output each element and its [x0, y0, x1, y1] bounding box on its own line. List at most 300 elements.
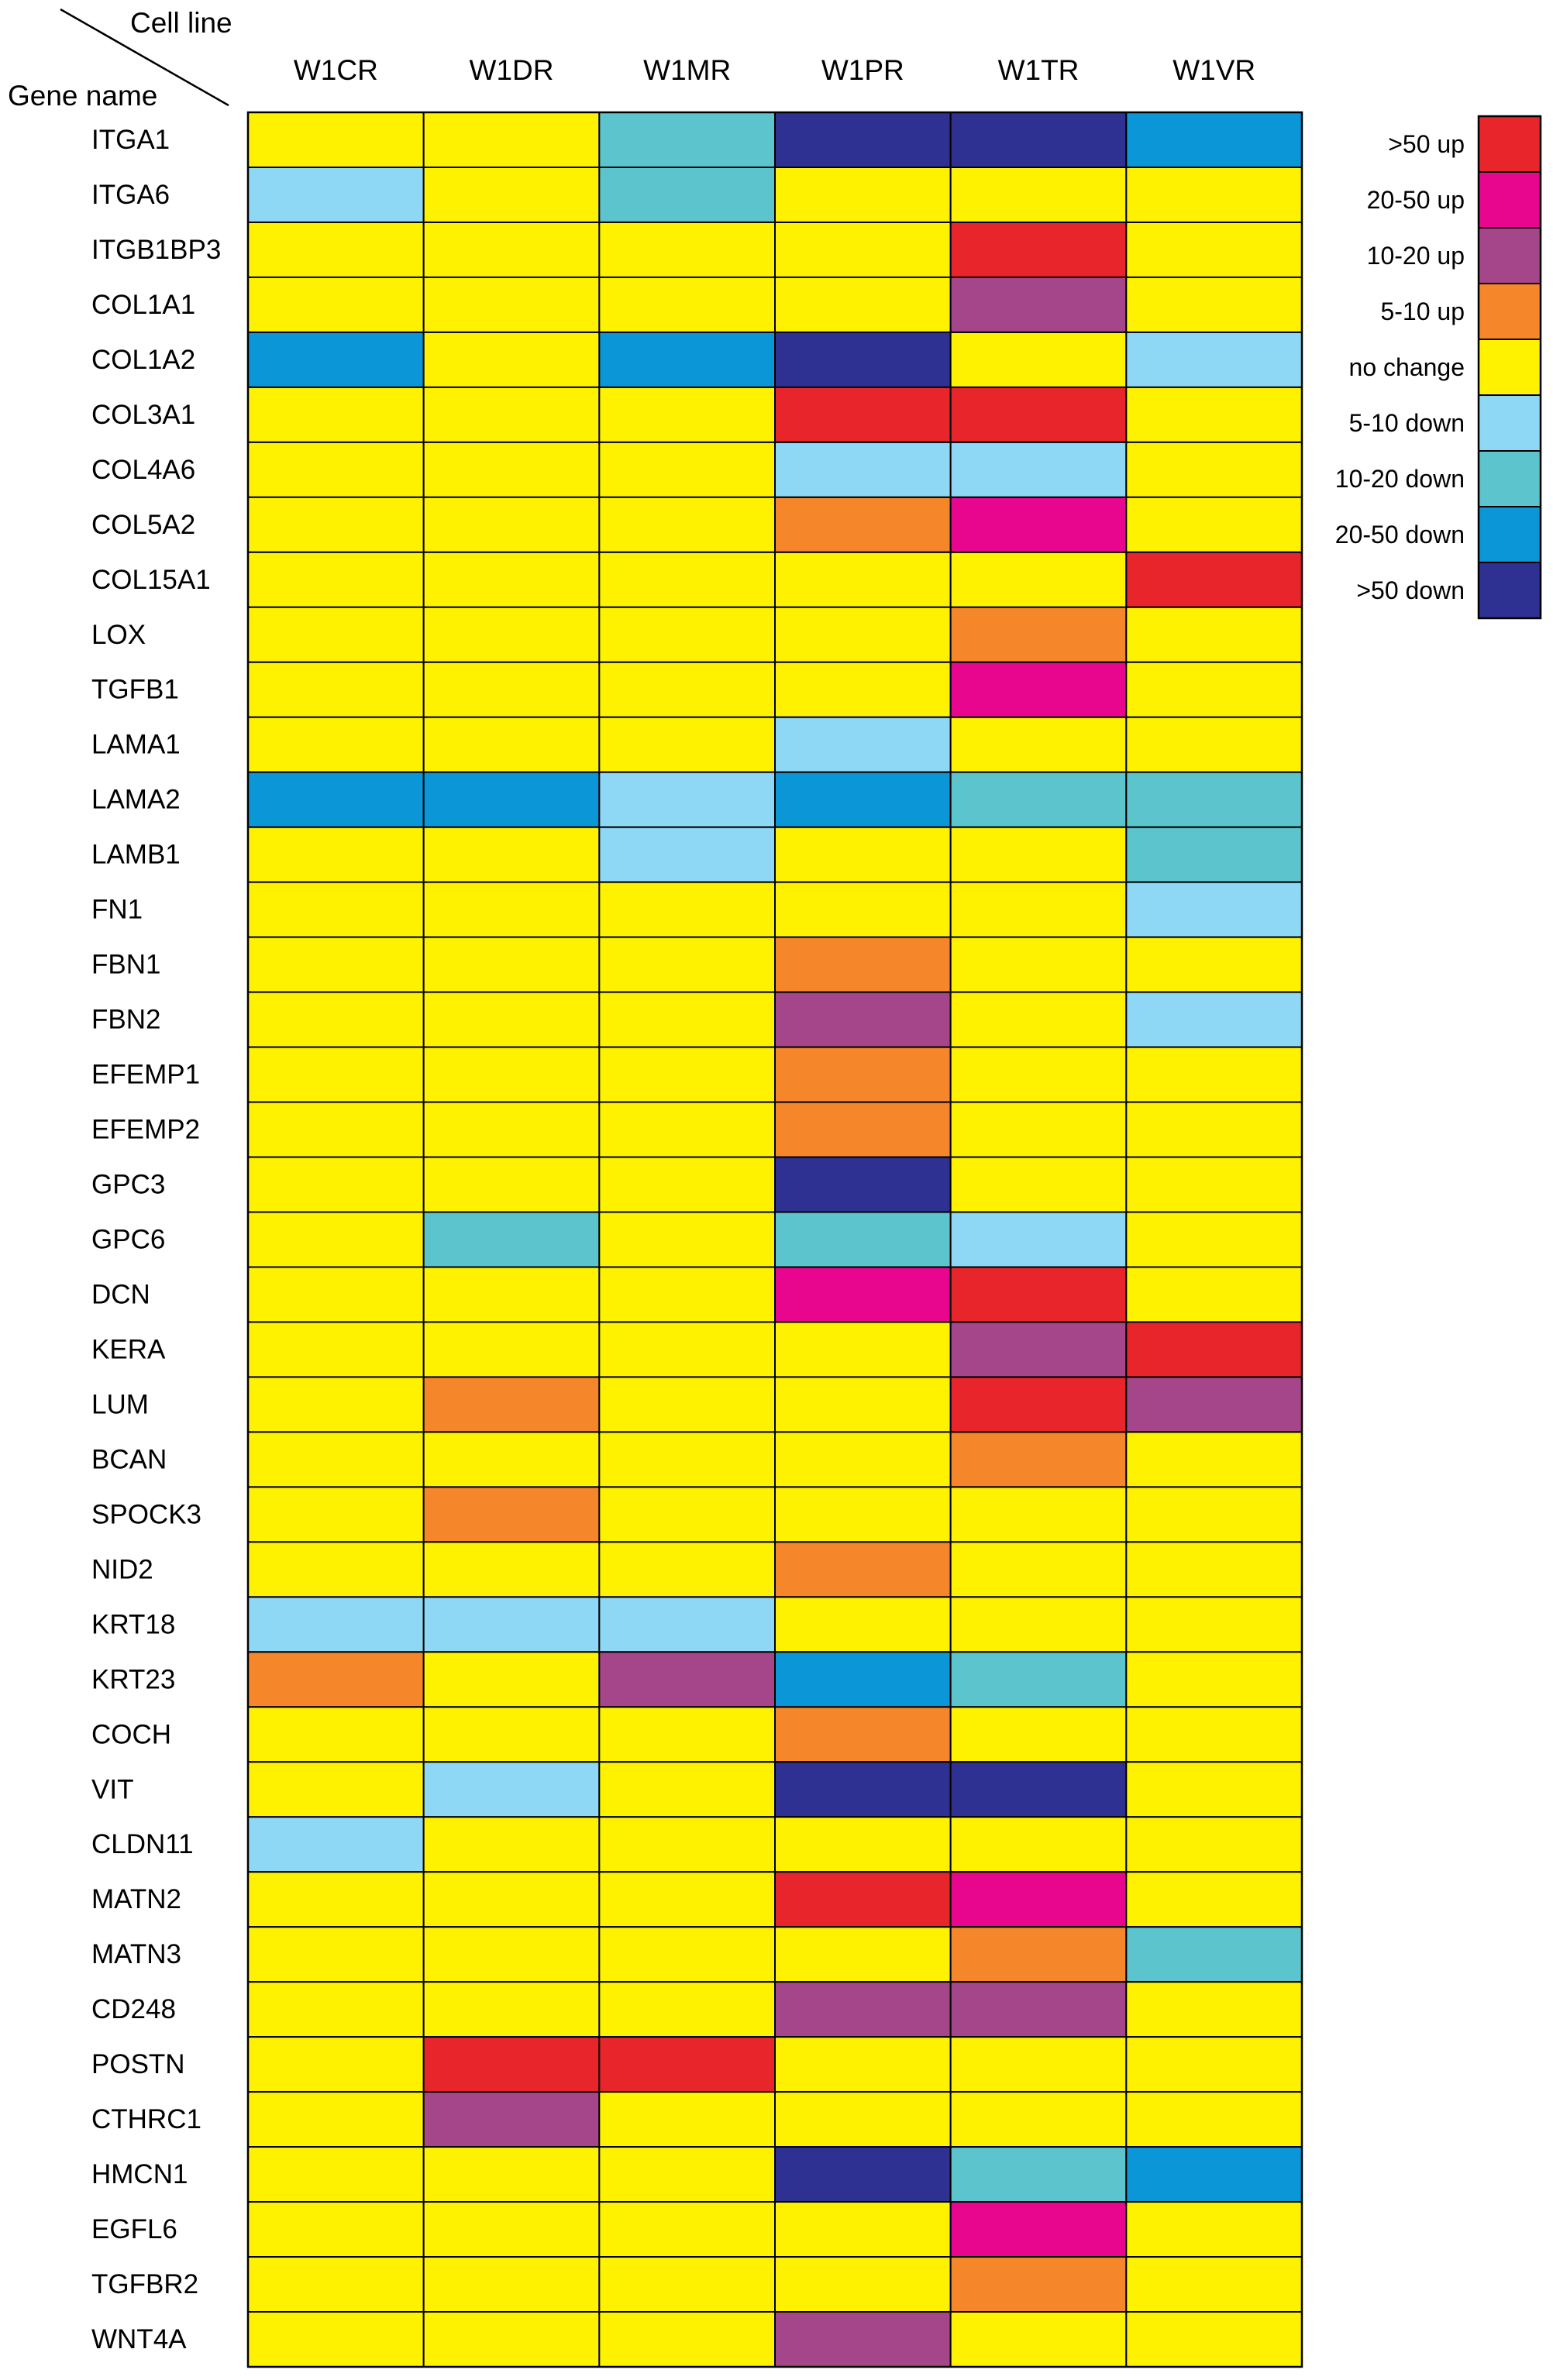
heatmap-cell-nid2-w1pr [775, 1542, 951, 1597]
heatmap-cell-bcan-w1mr [599, 1432, 775, 1487]
row-label-spock3: SPOCK3 [91, 1499, 201, 1530]
row-label-itga1: ITGA1 [91, 124, 170, 155]
heatmap-cell-tgfb1-w1mr [599, 662, 775, 717]
heatmap-cell-tgfbr2-w1mr [599, 2257, 775, 2312]
legend-label: >50 up [1388, 130, 1465, 158]
legend-label: 10-20 down [1334, 465, 1465, 493]
heatmap-cell-vit-w1mr [599, 1762, 775, 1817]
heatmap-cell-dcn-w1cr [248, 1267, 424, 1322]
heatmap-cell-itga6-w1mr [599, 167, 775, 222]
heatmap-cell-tgfbr2-w1tr [951, 2257, 1127, 2312]
column-label-w1dr: W1DR [469, 54, 554, 86]
column-label-w1pr: W1PR [821, 54, 904, 86]
heatmap-cell-cldn11-w1tr [951, 1817, 1127, 1872]
heatmap-cell-lox-w1dr [424, 607, 600, 662]
heatmap-cell-fbn1-w1mr [599, 937, 775, 992]
heatmap-cell-krt18-w1pr [775, 1597, 951, 1652]
heatmap-cell-col1a1-w1vr [1126, 277, 1302, 332]
heatmap-cell-itgb1bp3-w1mr [599, 222, 775, 277]
heatmap-cell-col5a2-w1pr [775, 497, 951, 552]
heatmap-cell-tgfb1-w1vr [1126, 662, 1302, 717]
heatmap-cell-egfl6-w1tr [951, 2202, 1127, 2257]
heatmap-cell-spock3-w1tr [951, 1487, 1127, 1542]
heatmap-cell-cthrc1-w1cr [248, 2092, 424, 2147]
heatmap-cell-krt23-w1pr [775, 1652, 951, 1707]
heatmap-cell-lum-w1dr [424, 1377, 600, 1432]
row-label-cldn11: CLDN11 [91, 1829, 194, 1860]
heatmap-cell-fn1-w1cr [248, 882, 424, 937]
heatmap-cell-matn2-w1tr [951, 1872, 1127, 1927]
row-label-col4a6: COL4A6 [91, 454, 196, 485]
heatmap-cell-spock3-w1mr [599, 1487, 775, 1542]
heatmap-cell-gpc3-w1cr [248, 1157, 424, 1212]
heatmap-cell-gpc6-w1pr [775, 1212, 951, 1267]
heatmap-cell-gpc3-w1vr [1126, 1157, 1302, 1212]
heatmap-cell-itga1-w1cr [248, 112, 424, 167]
heatmap-cell-col1a1-w1mr [599, 277, 775, 332]
heatmap-cell-col1a2-w1cr [248, 332, 424, 387]
legend-swatch [1479, 507, 1541, 562]
heatmap-cell-postn-w1tr [951, 2037, 1127, 2092]
heatmap-cell-gpc6-w1vr [1126, 1212, 1302, 1267]
heatmap-cell-fbn2-w1dr [424, 992, 600, 1047]
heatmap-cell-egfl6-w1vr [1126, 2202, 1302, 2257]
heatmap-cells [248, 112, 1302, 2367]
legend [1335, 116, 1541, 618]
heatmap-cell-col5a2-w1mr [599, 497, 775, 552]
heatmap-cell-col4a6-w1pr [775, 442, 951, 497]
heatmap-cell-lum-w1pr [775, 1377, 951, 1432]
heatmap-cell-cthrc1-w1dr [424, 2092, 600, 2147]
heatmap-cell-efemp1-w1cr [248, 1047, 424, 1102]
heatmap-cell-wnt4a-w1pr [775, 2312, 951, 2367]
heatmap-cell-col15a1-w1pr [775, 552, 951, 607]
legend-swatch [1479, 339, 1541, 395]
heatmap-cell-col1a1-w1tr [951, 277, 1127, 332]
heatmap-cell-vit-w1tr [951, 1762, 1127, 1817]
heatmap-cell-lama2-w1pr [775, 772, 951, 827]
heatmap-cell-matn3-w1mr [599, 1927, 775, 1982]
heatmap-cell-kera-w1vr [1126, 1322, 1302, 1377]
heatmap-cell-itga1-w1dr [424, 112, 600, 167]
heatmap-cell-col3a1-w1dr [424, 387, 600, 442]
row-label-hmcn1: HMCN1 [91, 2159, 188, 2190]
row-label-fbn1: FBN1 [91, 949, 161, 980]
heatmap-cell-wnt4a-w1vr [1126, 2312, 1302, 2367]
heatmap-cell-lama1-w1pr [775, 717, 951, 772]
heatmap-cell-lama2-w1cr [248, 772, 424, 827]
legend-swatch [1479, 395, 1541, 451]
row-label-col15a1: COL15A1 [91, 564, 211, 595]
heatmap-cell-egfl6-w1pr [775, 2202, 951, 2257]
row-label-lama1: LAMA1 [91, 729, 181, 760]
heatmap-cell-tgfb1-w1pr [775, 662, 951, 717]
heatmap-cell-fbn1-w1cr [248, 937, 424, 992]
heatmap-cell-wnt4a-w1dr [424, 2312, 600, 2367]
heatmap-cell-cthrc1-w1pr [775, 2092, 951, 2147]
column-axis-label: Cell line [130, 7, 232, 39]
heatmap-cell-vit-w1dr [424, 1762, 600, 1817]
heatmap-cell-wnt4a-w1mr [599, 2312, 775, 2367]
heatmap-cell-lum-w1vr [1126, 1377, 1302, 1432]
heatmap-cell-fbn2-w1cr [248, 992, 424, 1047]
heatmap-cell-itga6-w1dr [424, 167, 600, 222]
heatmap-cell-gpc6-w1mr [599, 1212, 775, 1267]
row-label-col3a1: COL3A1 [91, 399, 196, 430]
heatmap-cell-lamb1-w1pr [775, 827, 951, 882]
heatmap-cell-krt18-w1mr [599, 1597, 775, 1652]
heatmap-cell-tgfbr2-w1vr [1126, 2257, 1302, 2312]
heatmap-cell-itgb1bp3-w1dr [424, 222, 600, 277]
heatmap-cell-lum-w1cr [248, 1377, 424, 1432]
heatmap-cell-efemp2-w1mr [599, 1102, 775, 1157]
heatmap-cell-efemp1-w1pr [775, 1047, 951, 1102]
heatmap-cell-matn2-w1dr [424, 1872, 600, 1927]
heatmap-cell-hmcn1-w1tr [951, 2147, 1127, 2202]
header [8, 7, 232, 112]
heatmap-cell-egfl6-w1mr [599, 2202, 775, 2257]
heatmap-cell-cd248-w1tr [951, 1982, 1127, 2037]
row-label-wnt4a: WNT4A [91, 2324, 187, 2355]
row-label-cthrc1: CTHRC1 [91, 2104, 201, 2135]
heatmap-cell-gpc3-w1mr [599, 1157, 775, 1212]
legend-label: 20-50 down [1334, 521, 1465, 549]
heatmap-cell-krt18-w1dr [424, 1597, 600, 1652]
heatmap-cell-tgfb1-w1dr [424, 662, 600, 717]
heatmap-cell-bcan-w1tr [951, 1432, 1127, 1487]
row-label-coch: COCH [91, 1719, 172, 1750]
heatmap-cell-itga6-w1cr [248, 167, 424, 222]
heatmap-cell-fbn1-w1vr [1126, 937, 1302, 992]
heatmap-cell-matn3-w1tr [951, 1927, 1127, 1982]
heatmap-cell-bcan-w1dr [424, 1432, 600, 1487]
heatmap-cell-bcan-w1vr [1126, 1432, 1302, 1487]
legend-label: 10-20 up [1366, 242, 1465, 270]
heatmap-cell-lamb1-w1vr [1126, 827, 1302, 882]
heatmap-cell-postn-w1cr [248, 2037, 424, 2092]
legend-swatch [1479, 172, 1541, 228]
heatmap-cell-nid2-w1vr [1126, 1542, 1302, 1597]
heatmap-cell-efemp1-w1dr [424, 1047, 600, 1102]
row-label-matn2: MATN2 [91, 1884, 182, 1915]
heatmap-cell-fn1-w1mr [599, 882, 775, 937]
heatmap-cell-gpc3-w1dr [424, 1157, 600, 1212]
heatmap-cell-cldn11-w1cr [248, 1817, 424, 1872]
heatmap-cell-col3a1-w1cr [248, 387, 424, 442]
legend-label: >50 down [1356, 576, 1465, 604]
row-label-efemp2: EFEMP2 [91, 1114, 201, 1145]
heatmap-cell-efemp1-w1vr [1126, 1047, 1302, 1102]
legend-label: 20-50 up [1366, 186, 1465, 214]
heatmap-cell-lox-w1vr [1126, 607, 1302, 662]
row-label-tgfbr2: TGFBR2 [91, 2269, 199, 2300]
heatmap-cell-lama1-w1mr [599, 717, 775, 772]
heatmap-cell-cldn11-w1pr [775, 1817, 951, 1872]
heatmap-cell-krt18-w1tr [951, 1597, 1127, 1652]
heatmap-cell-bcan-w1pr [775, 1432, 951, 1487]
heatmap-cell-efemp2-w1dr [424, 1102, 600, 1157]
heatmap-cell-col15a1-w1dr [424, 552, 600, 607]
heatmap-cell-gpc6-w1dr [424, 1212, 600, 1267]
heatmap-cell-col4a6-w1tr [951, 442, 1127, 497]
heatmap-cell-col15a1-w1tr [951, 552, 1127, 607]
heatmap-cell-tgfbr2-w1cr [248, 2257, 424, 2312]
heatmap-cell-lox-w1mr [599, 607, 775, 662]
row-label-fn1: FN1 [91, 894, 143, 925]
heatmap-cell-matn3-w1dr [424, 1927, 600, 1982]
heatmap-cell-fbn1-w1dr [424, 937, 600, 992]
row-label-efemp1: EFEMP1 [91, 1059, 201, 1090]
heatmap-cell-col5a2-w1cr [248, 497, 424, 552]
heatmap-cell-bcan-w1cr [248, 1432, 424, 1487]
heatmap-cell-col1a2-w1pr [775, 332, 951, 387]
row-label-lamb1: LAMB1 [91, 839, 181, 870]
heatmap-cell-vit-w1pr [775, 1762, 951, 1817]
row-label-nid2: NID2 [91, 1554, 153, 1585]
heatmap-cell-lama1-w1dr [424, 717, 600, 772]
heatmap-cell-itgb1bp3-w1vr [1126, 222, 1302, 277]
heatmap-cell-col1a2-w1tr [951, 332, 1127, 387]
heatmap-cell-col1a1-w1cr [248, 277, 424, 332]
heatmap-cell-lamb1-w1dr [424, 827, 600, 882]
heatmap-cell-gpc6-w1tr [951, 1212, 1127, 1267]
heatmap-cell-kera-w1mr [599, 1322, 775, 1377]
heatmap-cell-hmcn1-w1pr [775, 2147, 951, 2202]
heatmap-cell-krt23-w1vr [1126, 1652, 1302, 1707]
heatmap-cell-cd248-w1cr [248, 1982, 424, 2037]
heatmap-cell-gpc6-w1cr [248, 1212, 424, 1267]
heatmap-cell-fbn1-w1pr [775, 937, 951, 992]
heatmap-cell-col3a1-w1mr [599, 387, 775, 442]
legend-swatch [1479, 284, 1541, 339]
heatmap-cell-tgfb1-w1cr [248, 662, 424, 717]
column-label-w1tr: W1TR [997, 54, 1080, 86]
heatmap-cell-col5a2-w1tr [951, 497, 1127, 552]
heatmap-cell-cldn11-w1mr [599, 1817, 775, 1872]
heatmap-cell-col15a1-w1mr [599, 552, 775, 607]
heatmap-cell-wnt4a-w1tr [951, 2312, 1127, 2367]
row-label-tgfb1: TGFB1 [91, 674, 179, 705]
heatmap-cell-gpc3-w1tr [951, 1157, 1127, 1212]
row-label-kera: KERA [91, 1334, 166, 1365]
heatmap-cell-itga1-w1vr [1126, 112, 1302, 167]
heatmap-cell-col4a6-w1vr [1126, 442, 1302, 497]
heatmap-cell-postn-w1pr [775, 2037, 951, 2092]
heatmap-cell-tgfbr2-w1pr [775, 2257, 951, 2312]
heatmap-cell-itgb1bp3-w1pr [775, 222, 951, 277]
row-label-col1a2: COL1A2 [91, 344, 196, 375]
heatmap-cell-matn3-w1pr [775, 1927, 951, 1982]
heatmap-cell-kera-w1dr [424, 1322, 600, 1377]
heatmap-cell-lamb1-w1cr [248, 827, 424, 882]
heatmap-cell-matn3-w1cr [248, 1927, 424, 1982]
heatmap-cell-cd248-w1dr [424, 1982, 600, 2037]
heatmap-cell-lox-w1pr [775, 607, 951, 662]
heatmap-cell-cldn11-w1vr [1126, 1817, 1302, 1872]
heatmap-cell-coch-w1mr [599, 1707, 775, 1762]
heatmap-cell-itga1-w1tr [951, 112, 1127, 167]
heatmap-cell-lama2-w1dr [424, 772, 600, 827]
heatmap-cell-col5a2-w1vr [1126, 497, 1302, 552]
row-label-itgb1bp3: ITGB1BP3 [91, 234, 222, 265]
heatmap-cell-efemp2-w1vr [1126, 1102, 1302, 1157]
row-label-lox: LOX [91, 619, 146, 650]
heatmap-cell-fbn2-w1tr [951, 992, 1127, 1047]
heatmap-cell-col5a2-w1dr [424, 497, 600, 552]
heatmap-cell-hmcn1-w1cr [248, 2147, 424, 2202]
heatmap-cell-fn1-w1tr [951, 882, 1127, 937]
heatmap-cell-lamb1-w1mr [599, 827, 775, 882]
heatmap-cell-matn2-w1vr [1126, 1872, 1302, 1927]
heatmap-cell-col1a2-w1mr [599, 332, 775, 387]
heatmap-cell-egfl6-w1dr [424, 2202, 600, 2257]
heatmap-cell-col15a1-w1cr [248, 552, 424, 607]
heatmap-cell-egfl6-w1cr [248, 2202, 424, 2257]
heatmap-cell-col15a1-w1vr [1126, 552, 1302, 607]
heatmap-cell-krt23-w1mr [599, 1652, 775, 1707]
heatmap-cell-matn2-w1cr [248, 1872, 424, 1927]
heatmap-cell-col3a1-w1vr [1126, 387, 1302, 442]
heatmap-cell-hmcn1-w1vr [1126, 2147, 1302, 2202]
heatmap-cell-krt23-w1dr [424, 1652, 600, 1707]
heatmap-cell-kera-w1cr [248, 1322, 424, 1377]
heatmap-cell-lama2-w1tr [951, 772, 1127, 827]
heatmap-cell-coch-w1tr [951, 1707, 1127, 1762]
heatmap-cell-cthrc1-w1vr [1126, 2092, 1302, 2147]
legend-label: 5-10 up [1380, 298, 1465, 325]
row-label-egfl6: EGFL6 [91, 2214, 177, 2245]
legend-label: no change [1348, 353, 1465, 381]
heatmap-cell-nid2-w1tr [951, 1542, 1127, 1597]
heatmap-cell-lama2-w1vr [1126, 772, 1302, 827]
heatmap-cell-cd248-w1mr [599, 1982, 775, 2037]
heatmap-cell-matn3-w1vr [1126, 1927, 1302, 1982]
heatmap-cell-lox-w1tr [951, 607, 1127, 662]
heatmap-cell-efemp1-w1mr [599, 1047, 775, 1102]
heatmap-cell-fbn2-w1pr [775, 992, 951, 1047]
heatmap-cell-lama1-w1tr [951, 717, 1127, 772]
heatmap-cell-efemp2-w1cr [248, 1102, 424, 1157]
row-label-gpc6: GPC6 [91, 1224, 166, 1255]
heatmap-cell-coch-w1vr [1126, 1707, 1302, 1762]
column-labels [294, 54, 1255, 86]
heatmap-cell-postn-w1dr [424, 2037, 600, 2092]
heatmap-cell-efemp2-w1tr [951, 1102, 1127, 1157]
heatmap-cell-kera-w1tr [951, 1322, 1127, 1377]
heatmap-cell-col3a1-w1pr [775, 387, 951, 442]
heatmap-cell-fbn1-w1tr [951, 937, 1127, 992]
column-label-w1mr: W1MR [643, 54, 732, 86]
heatmap-cell-nid2-w1cr [248, 1542, 424, 1597]
heatmap-cell-lama1-w1cr [248, 717, 424, 772]
heatmap-cell-vit-w1vr [1126, 1762, 1302, 1817]
heatmap-cell-spock3-w1vr [1126, 1487, 1302, 1542]
heatmap-cell-itga1-w1pr [775, 112, 951, 167]
row-label-krt18: KRT18 [91, 1609, 176, 1640]
heatmap-cell-fn1-w1dr [424, 882, 600, 937]
legend-label: 5-10 down [1348, 409, 1465, 437]
heatmap-cell-matn2-w1mr [599, 1872, 775, 1927]
heatmap-cell-tgfb1-w1tr [951, 662, 1127, 717]
heatmap-cell-lum-w1mr [599, 1377, 775, 1432]
heatmap-cell-cd248-w1pr [775, 1982, 951, 2037]
heatmap-cell-itga6-w1tr [951, 167, 1127, 222]
heatmap-cell-col1a2-w1vr [1126, 332, 1302, 387]
heatmap-cell-krt18-w1cr [248, 1597, 424, 1652]
row-axis-label: Gene name [8, 80, 158, 112]
heatmap-cell-lox-w1cr [248, 607, 424, 662]
legend-swatch [1479, 451, 1541, 507]
row-label-col1a1: COL1A1 [91, 289, 196, 320]
heatmap-cell-wnt4a-w1cr [248, 2312, 424, 2367]
heatmap-cell-coch-w1cr [248, 1707, 424, 1762]
heatmap-cell-dcn-w1pr [775, 1267, 951, 1322]
heatmap-cell-col4a6-w1mr [599, 442, 775, 497]
row-label-lum: LUM [91, 1389, 149, 1420]
row-label-postn: POSTN [91, 2049, 185, 2080]
legend-swatch [1479, 228, 1541, 284]
heatmap-cell-cthrc1-w1mr [599, 2092, 775, 2147]
heatmap-cell-efemp1-w1tr [951, 1047, 1127, 1102]
heatmap-cell-lum-w1tr [951, 1377, 1127, 1432]
heatmap-cell-hmcn1-w1mr [599, 2147, 775, 2202]
heatmap-cell-dcn-w1dr [424, 1267, 600, 1322]
heatmap-cell-dcn-w1tr [951, 1267, 1127, 1322]
heatmap-cell-tgfbr2-w1dr [424, 2257, 600, 2312]
heatmap-cell-lama1-w1vr [1126, 717, 1302, 772]
heatmap-cell-spock3-w1cr [248, 1487, 424, 1542]
heatmap-cell-dcn-w1mr [599, 1267, 775, 1322]
heatmap-cell-itga6-w1vr [1126, 167, 1302, 222]
heatmap-cell-spock3-w1pr [775, 1487, 951, 1542]
heatmap-cell-cldn11-w1dr [424, 1817, 600, 1872]
column-label-w1cr: W1CR [293, 54, 378, 86]
heatmap-cell-itgb1bp3-w1cr [248, 222, 424, 277]
row-label-matn3: MATN3 [91, 1939, 182, 1970]
heatmap-cell-krt23-w1cr [248, 1652, 424, 1707]
heatmap-cell-col1a1-w1pr [775, 277, 951, 332]
heatmap-cell-kera-w1pr [775, 1322, 951, 1377]
heatmap-cell-coch-w1dr [424, 1707, 600, 1762]
row-labels [91, 125, 221, 2354]
heatmap-cell-nid2-w1mr [599, 1542, 775, 1597]
heatmap-cell-col4a6-w1dr [424, 442, 600, 497]
heatmap-cell-coch-w1pr [775, 1707, 951, 1762]
heatmap-cell-postn-w1mr [599, 2037, 775, 2092]
column-label-w1vr: W1VR [1172, 54, 1256, 86]
row-label-lama2: LAMA2 [91, 784, 181, 815]
heatmap-cell-cd248-w1vr [1126, 1982, 1302, 2037]
heatmap-cell-dcn-w1vr [1126, 1267, 1302, 1322]
heatmap-cell-cthrc1-w1tr [951, 2092, 1127, 2147]
heatmap-cell-postn-w1vr [1126, 2037, 1302, 2092]
heatmap-cell-hmcn1-w1dr [424, 2147, 600, 2202]
legend-swatch [1479, 116, 1541, 172]
heatmap-cell-vit-w1cr [248, 1762, 424, 1817]
heatmap-cell-fbn2-w1mr [599, 992, 775, 1047]
heatmap-cell-gpc3-w1pr [775, 1157, 951, 1212]
heatmap-cell-col4a6-w1cr [248, 442, 424, 497]
row-label-dcn: DCN [91, 1279, 150, 1310]
heatmap-cell-matn2-w1pr [775, 1872, 951, 1927]
heatmap-cell-fbn2-w1vr [1126, 992, 1302, 1047]
legend-swatch [1479, 562, 1541, 618]
heatmap-cell-krt18-w1vr [1126, 1597, 1302, 1652]
heatmap-cell-lama2-w1mr [599, 772, 775, 827]
heatmap-cell-krt23-w1tr [951, 1652, 1127, 1707]
row-label-vit: VIT [91, 1774, 134, 1805]
heatmap-cell-itga1-w1mr [599, 112, 775, 167]
